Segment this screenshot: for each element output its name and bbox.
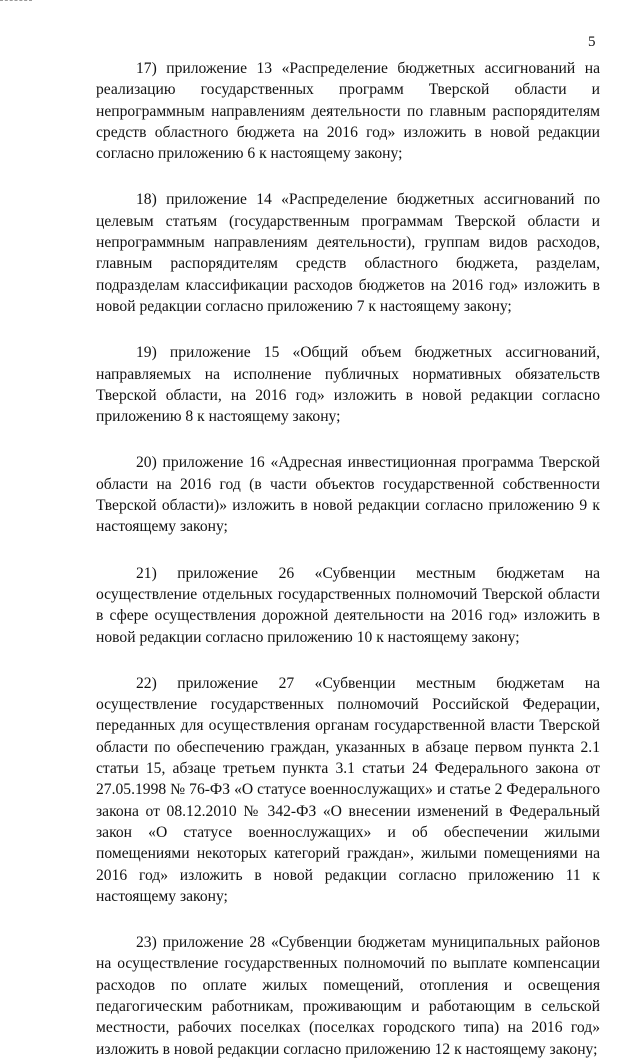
page-number: 5: [588, 34, 596, 50]
amendment-item-17: 17) приложение 13 «Распределение бюджетных ассигнований на реализацию государственных программ Тверской области и непрограммным направлениям деятельности по главным распорядителям средств областного бюджета на 2016 год» изложить в новой редакции согласно приложению 6 к настоящему закону;: [96, 60, 600, 163]
amendment-item-23: 23) приложение 28 «Субвенции бюджетам муниципальных районов на осуществление государственных полномочий по выплате компенсации расходов по оплате жилых помещений, отопления и освещения педагогическим работникам, проживающим и работающим в сельской местности, рабочих поселках (поселках городского типа) на 2016 год» изложить в новой редакции согласно приложению 12 к настоящему закону;: [96, 934, 600, 1058]
amendment-item-22: 22) приложение 27 «Субвенции местным бюджетам на осуществление государственных полномочий Российской Федерации, переданных для осуществления органам государственной власти Тверской области по обеспечению граждан, указанных в абзаце первом пункта 2.1 статьи 15, абзаце третьем пункта 3.1 статьи 24 Федерального закона от 27.05.1998 № 76-ФЗ «О статусе военнослужащих» и статье 2 Федерального закона от 08.12.2010 № 342-ФЗ «О внесении изменений в Федеральный закон «О статусе военнослужащих» и об обеспечении жилыми помещениями некоторых категорий граждан», жилыми помещениями на 2016 год» изложить в новой редакции согласно приложению 11 к настоящему закону;: [96, 674, 600, 905]
amendment-item-19: 19) приложение 15 «Общий объем бюджетных ассигнований, направляемых на исполнение публичных нормативных обязательств Тверской области, на 2016 год» изложить в новой редакции согласно приложению 8 к настоящему закону;: [96, 344, 600, 426]
amendment-item-21: 21) приложение 26 «Субвенции местным бюджетам на осуществление отдельных государственных полномочий Тверской области в сфере осуществления дорожной деятельности на 2016 год» изложить в новой редакции согласно приложению 10 к настоящему закону;: [96, 564, 600, 646]
document-body: [96, 58, 600, 1060]
amendment-item-20: 20) приложение 16 «Адресная инвестиционная программа Тверской области на 2016 год (в части объектов государственной собственности Тверской области)» изложить в новой редакции согласно приложению 9 к настоящему закону;: [96, 454, 600, 536]
amendment-item-18: 18) приложение 14 «Распределение бюджетных ассигнований по целевым статьям (государственным программам Тверской области и непрограммным направлениям деятельности), группам видов расходов, главным распорядителям средств областного бюджета, разделам, подразделам классификации расходов бюджетов на 2016 год» изложить в новой редакции согласно приложению 7 к настоящему закону;: [96, 191, 600, 315]
scan-edge-mark: [0, 0, 32, 3]
